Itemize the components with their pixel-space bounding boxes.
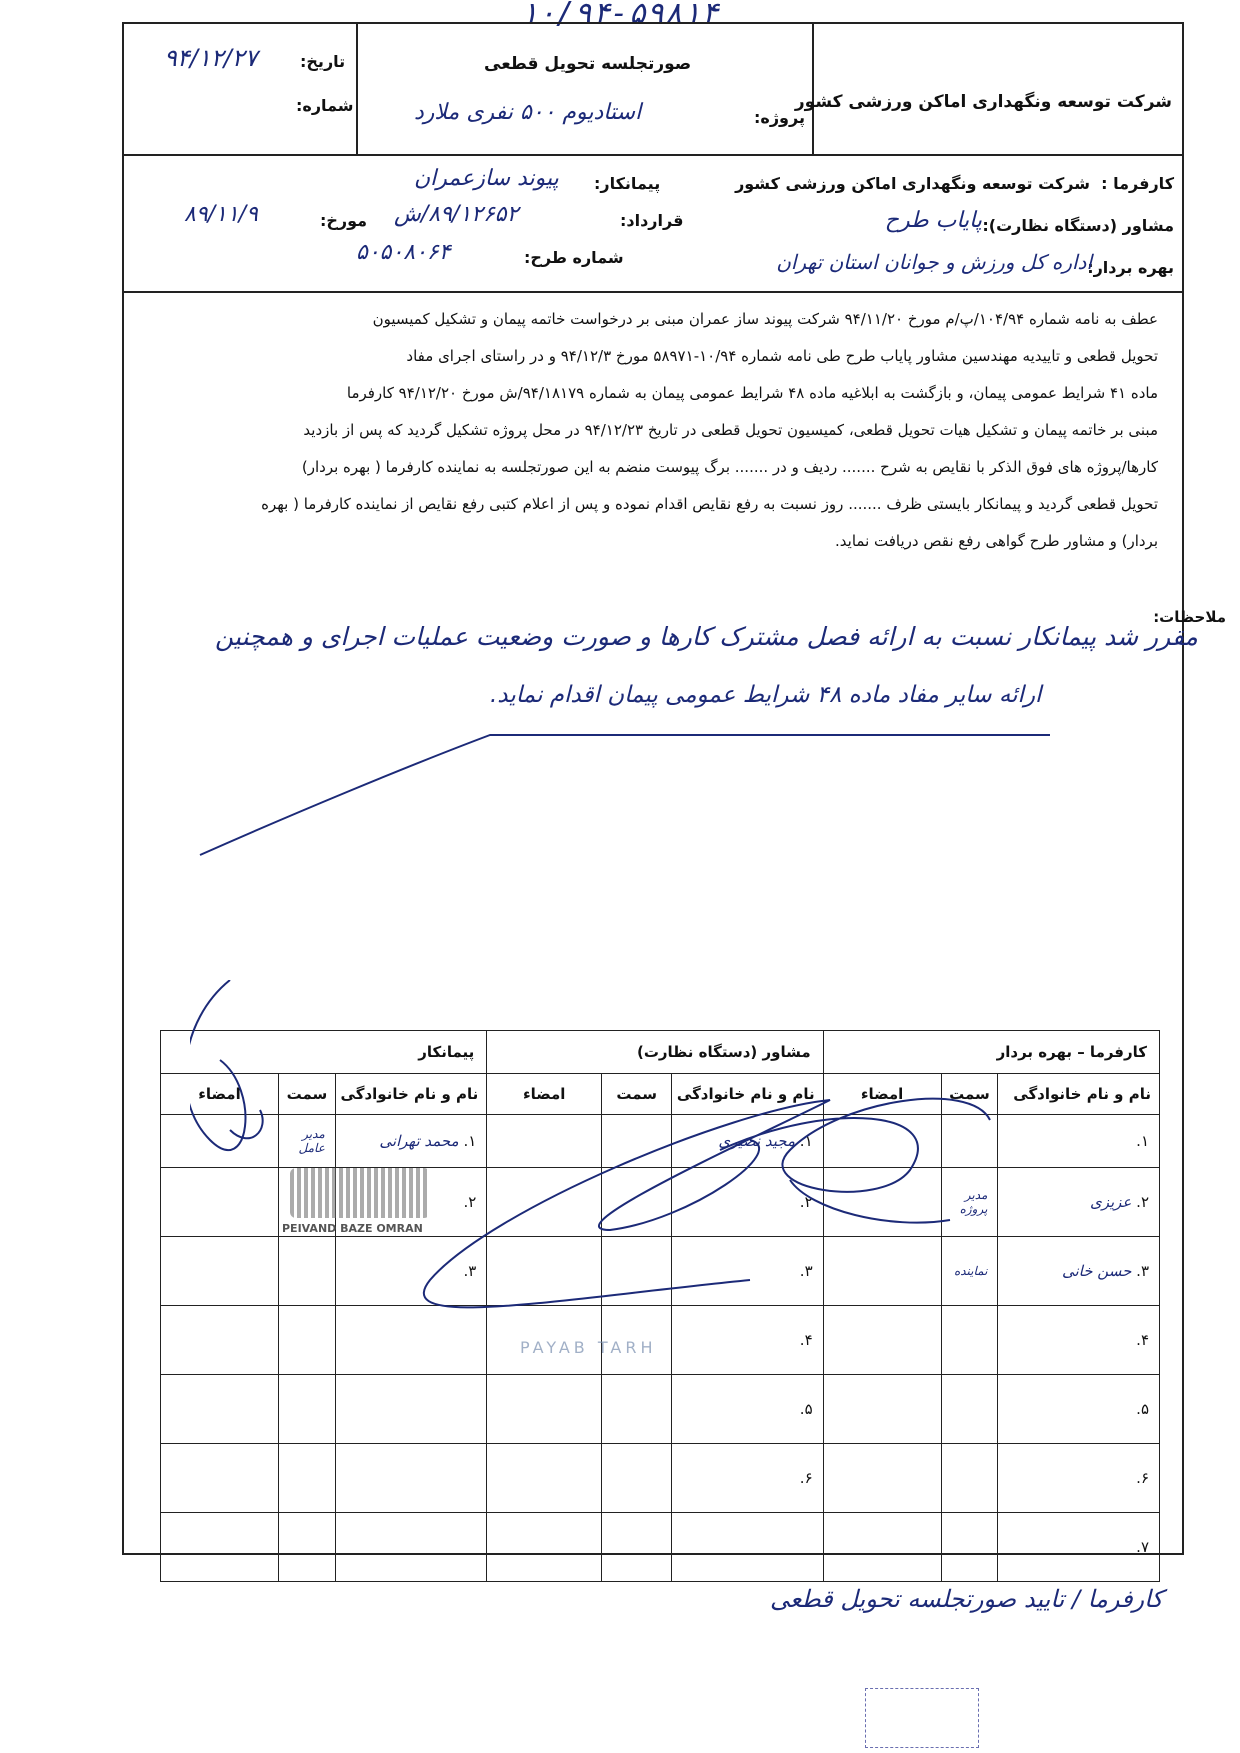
col-employer-name: نام و نام خانوادگی bbox=[998, 1074, 1160, 1115]
group-contractor: پیمانکار bbox=[161, 1031, 487, 1074]
project-value: استادیوم ۵۰۰ نفری ملارد bbox=[414, 100, 642, 125]
row-number: ۵. bbox=[799, 1400, 813, 1418]
consultant-value: پایاب طرح bbox=[884, 208, 982, 233]
col-employer-position: سمت bbox=[941, 1074, 998, 1115]
body-paragraph bbox=[132, 301, 1158, 560]
row-number: ۳. bbox=[799, 1262, 813, 1280]
contract-date-label: مورخ: bbox=[320, 211, 368, 230]
contractor-name: محمد تهرانی bbox=[379, 1132, 459, 1150]
row-number: ۴. bbox=[1136, 1331, 1149, 1349]
notes-strike-line bbox=[190, 725, 1070, 865]
notes-handwritten-line-1: مقرر شد پیمانکار نسبت به ارائه فصل مشترک کارها و صورت وضعیت عملیات اجرای و همچنین bbox=[215, 622, 1198, 651]
body-line-4: مبنی بر خاتمه پیمان و تشکیل هیات تحویل قطعی، کمیسیون تحویل قطعی در تاریخ ۹۴/۱۲/۲۳ در محل پروژه تشکیل گردید که پس از بازدید bbox=[303, 421, 1158, 439]
body-line-7: بردار) و مشاور طرح گواهی رفع نقص دریافت نماید. bbox=[835, 532, 1158, 550]
row-number: ۶. bbox=[799, 1469, 813, 1487]
employer-position: نماینده bbox=[941, 1237, 998, 1306]
contract-info bbox=[124, 156, 1182, 293]
row-number: ۴. bbox=[799, 1331, 813, 1349]
row-number: ۵. bbox=[1136, 1400, 1149, 1418]
employer-label: کارفرما : bbox=[1101, 174, 1174, 193]
body-line-1: عطف به نامه شماره ۱۰۴/۹۴/پ/م مورخ ۹۴/۱۱/۲۰ شرکت پیوند ساز عمران مبنی بر درخواست خاتمه پیمان و تشکیل کمیسیون bbox=[372, 310, 1158, 328]
notes-label: ملاحظات: bbox=[1153, 608, 1226, 626]
body-line-5: کارها/پروژه های فوق الذکر با نقایص به شرح ....... ردیف و در ....... برگ پیوست منضم به این صورتجلسه به نماینده کارفرما ( بهره بردار) bbox=[301, 458, 1158, 476]
row-number: ۲. bbox=[463, 1193, 477, 1211]
top-reference-number: ۱۰/۹۴-۵۹۸۱۴ bbox=[520, 0, 719, 31]
contractor-label: پیمانکار: bbox=[594, 174, 661, 193]
project-label: پروژه: bbox=[754, 108, 805, 127]
date-label: تاریخ: bbox=[300, 52, 346, 71]
col-contractor-signature: امضاء bbox=[161, 1074, 279, 1115]
consultant-name: مجید نصیری bbox=[718, 1132, 796, 1150]
col-consultant-position: سمت bbox=[602, 1074, 672, 1115]
document-title: صورتجلسه تحویل قطعی bbox=[484, 54, 692, 74]
footer-stamp bbox=[865, 1688, 979, 1748]
col-employer-signature: امضاء bbox=[823, 1074, 941, 1115]
consultant-label: مشاور (دستگاه نظارت): bbox=[982, 216, 1174, 235]
plan-number-label: شماره طرح: bbox=[524, 248, 624, 267]
left-border bbox=[122, 22, 124, 1462]
body-line-6: تحویل قطعی گردید و پیمانکار بایستی ظرف ....... روز نسبت به رفع نقایص اقدام نموده و پس از اعلام کتبی رفع نقایص از نماینده کارفرما ( بهره bbox=[261, 495, 1158, 513]
row-number: ۱. bbox=[1136, 1132, 1149, 1150]
contractor-value: پیوند سازعمران bbox=[414, 166, 559, 191]
row-number: ۷. bbox=[1136, 1538, 1149, 1556]
employer-name: عزیزی bbox=[1089, 1193, 1132, 1211]
col-consultant-signature: امضاء bbox=[487, 1074, 602, 1115]
row-number: ۳. bbox=[1136, 1262, 1149, 1280]
notes-handwritten-line-2: ارائه سایر مفاد ماده ۴۸ شرایط عمومی پیمان اقدام نماید. bbox=[490, 682, 1042, 708]
contractor-position: مدیر عامل bbox=[278, 1115, 335, 1168]
beneficiary-label: بهره بردار: bbox=[1087, 258, 1174, 277]
row-number: ۳. bbox=[463, 1262, 477, 1280]
col-consultant-name: نام و نام خانوادگی bbox=[672, 1074, 823, 1115]
col-contractor-name: نام و نام خانوادگی bbox=[335, 1074, 486, 1115]
signature-scribbles bbox=[190, 980, 1090, 1400]
col-contractor-position: سمت bbox=[278, 1074, 335, 1115]
consultant-stamp: PAYAB TARH bbox=[520, 1338, 657, 1357]
contractor-stamp: PEIVAND BAZE OMRAN bbox=[282, 1222, 423, 1235]
footer-handwritten-note: کارفرما / تایید صورتجلسه تحویل قطعی bbox=[770, 1585, 1163, 1613]
row-number: ۱. bbox=[799, 1132, 813, 1150]
row-number: ۶. bbox=[1136, 1469, 1149, 1487]
row-number: ۲. bbox=[1136, 1193, 1149, 1211]
table-row bbox=[161, 1444, 1160, 1513]
document-header bbox=[124, 24, 1182, 156]
row-number: ۲. bbox=[799, 1193, 813, 1211]
plan-number-value: ۵۰۵۰۸۰۶۴ bbox=[356, 240, 451, 265]
row-number: ۱. bbox=[463, 1132, 477, 1150]
beneficiary-value: اداره کل ورزش و جوانان استان تهران bbox=[776, 250, 1092, 274]
contract-date-value: ۸۹/۱۱/۹ bbox=[184, 202, 258, 227]
date-value: ۹۴/۱۲/۲۷ bbox=[164, 44, 258, 72]
contract-value: ۸۹/۱۲۶۵۲/ش bbox=[394, 202, 519, 227]
employer-value: شرکت توسعه ونگهداری اماکن ورزشی کشور bbox=[735, 174, 1090, 193]
body-line-2: تحویل قطعی و تاییدیه مهندسین مشاور پایاب طرح طی نامه شماره ۱۰/۹۴-۵۸۹۷۱ مورخ ۹۴/۱۲/۳ و در راستای اجرای مفاد bbox=[406, 347, 1158, 365]
employer-name: حسن خانی bbox=[1062, 1262, 1132, 1280]
number-label: شماره: bbox=[296, 96, 354, 115]
org-name: شرکت توسعه ونگهداری اماکن ورزشی کشور bbox=[794, 92, 1172, 112]
group-employer: کارفرما – بهره بردار bbox=[823, 1031, 1159, 1074]
employer-position: مدیر پروژه bbox=[941, 1168, 998, 1237]
body-line-3: ماده ۴۱ شرایط عمومی پیمان، و بازگشت به ابلاغیه ماده ۴۸ شرایط عمومی پیمان به شماره ۹۴/۱۸۱۷۹/ش مورخ ۹۴/۱۲/۲۰ کارفرما bbox=[346, 384, 1158, 402]
table-row bbox=[161, 1513, 1160, 1582]
contract-label: قرارداد: bbox=[620, 211, 684, 230]
group-consultant: مشاور (دستگاه نظارت) bbox=[487, 1031, 823, 1074]
